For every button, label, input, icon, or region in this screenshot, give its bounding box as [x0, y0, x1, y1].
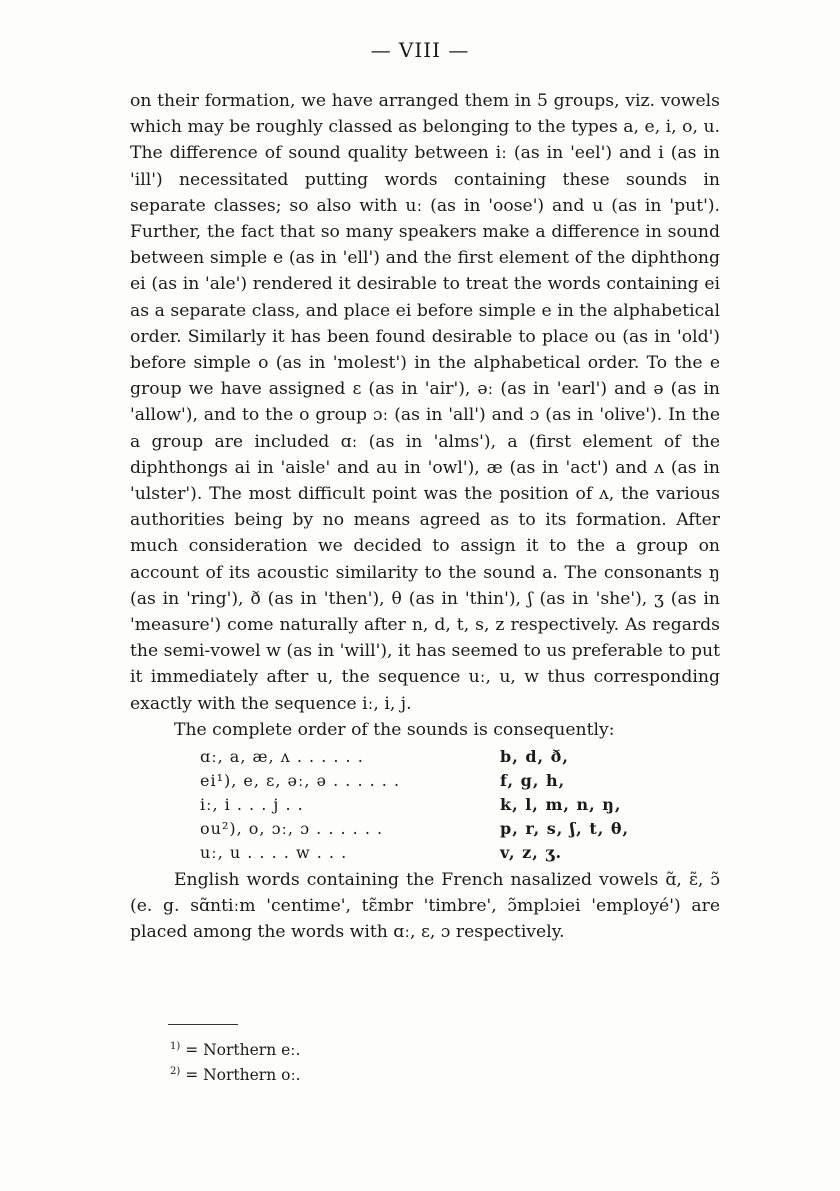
footnotes	[170, 1036, 301, 1086]
footnote-mark: 1)	[170, 1041, 181, 1052]
table-row	[200, 793, 720, 817]
paragraph-sound-groups: on their formation, we have arranged them in 5 groups, viz. vowels which may be roughly classed as belonging to the types a, e, i, o, u. The difference of sound quality between iː (as in 'eel') and i (as in 'ill') necessitated putting words containing these sounds in separate classes; so also with uː (as in 'oose') and u (as in 'put'). Further, the fact that so many speakers make a difference in sound between simple e (as in 'ell') and the first element of the diphthong ei (as in 'ale') rendered it desirable to treat the words containing ei as a separate class, and place ei before simple e in the alphabetical order. Similarly it has been found desirable to place ou (as in 'old') before simple o (as in 'molest') in the alphabetical order. To the e group we have assigned ɛ (as in 'air'), əː (as in 'earl') and ə (as in 'allow'), and to the o group ɔː (as in 'all') and ɔ (as in 'olive'). In the a group are included ɑː (as in 'alms'), a (first element of the diphthongs ai in 'aisle' and au in 'owl'), æ (as in 'act') and ʌ (as in 'ulster'). The most difficult point was the position of ʌ, the various authorities being by no means agreed as to its formation. After much consideration we decided to assign it to the a group on account of its acoustic similarity to the sound a. The consonants ŋ (as in 'ring'), ð (as in 'then'), θ (as in 'thin'), ʃ (as in 'she'), ʒ (as in 'measure') come naturally after n, d, t, s, z respectively. As regards the semi-vowel w (as in 'will'), it has seemed to us preferable to put it immediately after u, the sequence uː, u, w thus corresponding exactly with the sequence iː, i, j.	[130, 91, 720, 714]
vowel-cell: ou²), o, ɔː, ɔ . . . . . .	[200, 819, 384, 839]
vowel-cell: ei¹), e, ɛ, əː, ə . . . . . .	[200, 771, 401, 791]
paragraph-order-intro: The complete order of the sounds is consequently:	[174, 719, 615, 740]
footnote-text: = Northern eː.	[185, 1041, 301, 1059]
consonant-cell: v, z, ʒ.	[500, 843, 563, 863]
vowel-cell: iː, i . . . j . .	[200, 795, 304, 815]
consonant-cell: f, g, h,	[500, 771, 566, 791]
paragraph-nasal-vowels: English words containing the French nasalized vowels ɑ̃, ɛ̃, ɔ̃ (e. g. sɑ̃ntiːm 'centime', tɛ̃mbr 'timbre', ɔ̃mplɔiei 'employé') are placed among the words with ɑː, ɛ, ɔ respectively.	[130, 870, 720, 943]
vowel-cell: ɑː, a, æ, ʌ . . . . . .	[200, 747, 364, 767]
footnote-divider	[168, 1024, 238, 1025]
sound-order-table	[200, 745, 720, 865]
consonant-cell: k, l, m, n, ŋ,	[500, 795, 622, 815]
body-text	[130, 88, 720, 946]
page-number: — VIII —	[370, 38, 470, 62]
footnote-text: = Northern oː.	[185, 1066, 301, 1084]
consonant-cell: b, d, ð,	[500, 747, 569, 767]
table-row	[200, 817, 720, 841]
vowel-cell: uː, u . . . . w . . .	[200, 843, 348, 863]
footnote-mark: 2)	[170, 1066, 181, 1077]
footnote-1	[170, 1036, 301, 1061]
consonant-cell: p, r, s, ʃ, t, θ,	[500, 819, 630, 839]
table-row	[200, 745, 720, 769]
table-row	[200, 841, 720, 865]
footnote-2	[170, 1061, 301, 1086]
table-row	[200, 769, 720, 793]
